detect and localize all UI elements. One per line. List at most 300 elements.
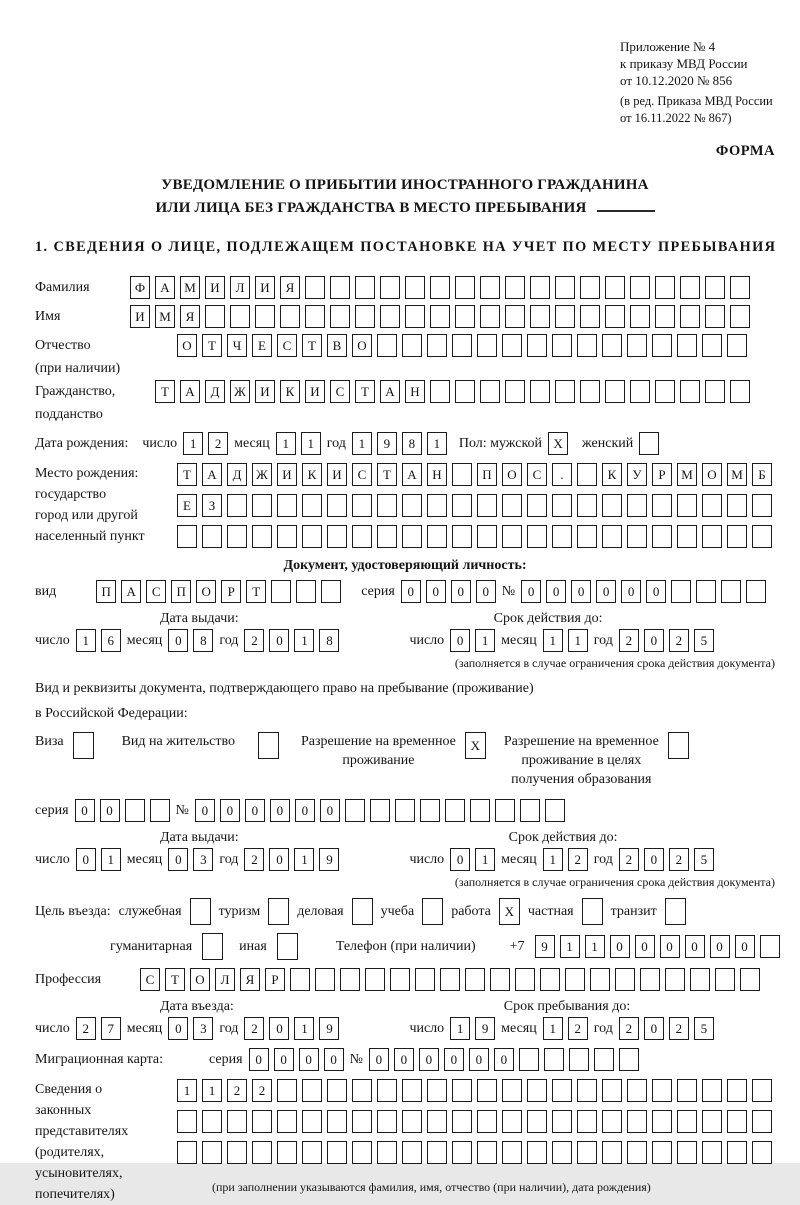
char-cell[interactable]: 2 [619, 629, 639, 652]
char-cell[interactable] [477, 494, 497, 517]
char-cell[interactable] [552, 334, 572, 357]
char-cell[interactable] [315, 968, 335, 991]
char-cell[interactable]: 2 [669, 848, 689, 871]
char-cell[interactable]: Д [205, 380, 225, 403]
char-cell[interactable] [305, 305, 325, 328]
char-cell[interactable]: 0 [394, 1048, 414, 1071]
char-cell[interactable] [490, 968, 510, 991]
char-cell[interactable] [302, 1079, 322, 1102]
char-cell[interactable] [402, 1110, 422, 1133]
char-cell[interactable]: З [202, 494, 222, 517]
char-cell[interactable] [477, 525, 497, 548]
char-cell[interactable] [555, 305, 575, 328]
char-cell[interactable]: 0 [644, 629, 664, 652]
char-cell[interactable]: 0 [644, 848, 664, 871]
char-cell[interactable]: А [180, 380, 200, 403]
char-cell[interactable]: 0 [546, 580, 566, 603]
char-cell[interactable] [627, 1110, 647, 1133]
char-cell[interactable] [321, 580, 341, 603]
char-cell[interactable] [680, 276, 700, 299]
char-cell[interactable]: Р [265, 968, 285, 991]
char-cell[interactable]: 3 [193, 1017, 213, 1040]
char-cell[interactable]: 2 [669, 1017, 689, 1040]
char-cell[interactable] [405, 305, 425, 328]
char-cell[interactable]: 2 [244, 1017, 264, 1040]
visa-checkbox[interactable] [73, 732, 94, 759]
char-cell[interactable]: 2 [669, 629, 689, 652]
char-cell[interactable]: 1 [560, 935, 580, 958]
char-cell[interactable]: 0 [419, 1048, 439, 1071]
char-cell[interactable] [590, 968, 610, 991]
char-cell[interactable] [577, 334, 597, 357]
char-cell[interactable] [527, 525, 547, 548]
char-cell[interactable]: 1 [427, 432, 447, 455]
char-cell[interactable] [752, 494, 772, 517]
char-cell[interactable] [527, 494, 547, 517]
char-cell[interactable]: 0 [320, 799, 340, 822]
char-cell[interactable]: 1 [183, 432, 203, 455]
char-cell[interactable]: 1 [543, 1017, 563, 1040]
char-cell[interactable] [452, 494, 472, 517]
char-cell[interactable]: К [302, 463, 322, 486]
char-cell[interactable]: Ч [227, 334, 247, 357]
char-cell[interactable] [202, 1141, 222, 1164]
char-cell[interactable] [327, 1110, 347, 1133]
char-cell[interactable]: Т [202, 334, 222, 357]
char-cell[interactable] [527, 334, 547, 357]
char-cell[interactable] [705, 380, 725, 403]
char-cell[interactable] [602, 334, 622, 357]
char-cell[interactable]: Я [280, 276, 300, 299]
char-cell[interactable] [430, 380, 450, 403]
char-cell[interactable] [402, 1141, 422, 1164]
char-cell[interactable] [502, 1110, 522, 1133]
char-cell[interactable] [470, 799, 490, 822]
char-cell[interactable]: И [305, 380, 325, 403]
char-cell[interactable]: 0 [476, 580, 496, 603]
char-cell[interactable] [540, 968, 560, 991]
char-cell[interactable]: 0 [451, 580, 471, 603]
char-cell[interactable]: X [499, 898, 520, 925]
char-cell[interactable]: 0 [369, 1048, 389, 1071]
char-cell[interactable]: 1 [585, 935, 605, 958]
char-cell[interactable]: Р [652, 463, 672, 486]
char-cell[interactable]: 9 [377, 432, 397, 455]
char-cell[interactable] [190, 898, 211, 925]
char-cell[interactable] [569, 1048, 589, 1071]
char-cell[interactable] [252, 1141, 272, 1164]
char-cell[interactable]: 0 [450, 848, 470, 871]
char-cell[interactable]: П [477, 463, 497, 486]
char-cell[interactable]: С [330, 380, 350, 403]
char-cell[interactable] [705, 276, 725, 299]
char-cell[interactable]: 1 [568, 629, 588, 652]
char-cell[interactable] [430, 276, 450, 299]
purpose-humanitarian-checkbox[interactable] [202, 933, 223, 960]
char-cell[interactable]: С [352, 463, 372, 486]
char-cell[interactable]: 1 [301, 432, 321, 455]
char-cell[interactable]: Л [230, 276, 250, 299]
char-cell[interactable] [352, 1079, 372, 1102]
char-cell[interactable]: 0 [685, 935, 705, 958]
char-cell[interactable] [630, 380, 650, 403]
char-cell[interactable] [527, 1141, 547, 1164]
char-cell[interactable] [552, 494, 572, 517]
char-cell[interactable] [377, 1110, 397, 1133]
purpose-study-checkbox[interactable] [422, 898, 443, 925]
char-cell[interactable]: 0 [269, 629, 289, 652]
char-cell[interactable]: Ж [230, 380, 250, 403]
char-cell[interactable]: 0 [644, 1017, 664, 1040]
char-cell[interactable]: 0 [621, 580, 641, 603]
char-cell[interactable]: . [552, 463, 572, 486]
char-cell[interactable]: М [677, 463, 697, 486]
char-cell[interactable]: 1 [475, 629, 495, 652]
char-cell[interactable]: 0 [660, 935, 680, 958]
char-cell[interactable] [760, 935, 780, 958]
char-cell[interactable] [505, 380, 525, 403]
char-cell[interactable] [327, 1079, 347, 1102]
char-cell[interactable]: 8 [319, 629, 339, 652]
char-cell[interactable]: А [380, 380, 400, 403]
char-cell[interactable] [555, 276, 575, 299]
char-cell[interactable] [505, 305, 525, 328]
char-cell[interactable]: 0 [299, 1048, 319, 1071]
char-cell[interactable]: И [205, 276, 225, 299]
char-cell[interactable] [277, 1141, 297, 1164]
char-cell[interactable]: 9 [319, 848, 339, 871]
char-cell[interactable]: 2 [244, 629, 264, 652]
char-cell[interactable]: Т [155, 380, 175, 403]
char-cell[interactable]: И [255, 276, 275, 299]
char-cell[interactable] [652, 494, 672, 517]
temp-residence-checkbox[interactable] [465, 732, 486, 759]
char-cell[interactable]: 0 [269, 848, 289, 871]
char-cell[interactable]: 0 [635, 935, 655, 958]
char-cell[interactable] [752, 1079, 772, 1102]
char-cell[interactable] [594, 1048, 614, 1071]
char-cell[interactable] [502, 334, 522, 357]
char-cell[interactable]: 3 [193, 848, 213, 871]
char-cell[interactable] [73, 732, 94, 759]
char-cell[interactable] [380, 305, 400, 328]
char-cell[interactable] [305, 276, 325, 299]
char-cell[interactable] [727, 525, 747, 548]
char-cell[interactable] [577, 525, 597, 548]
char-cell[interactable] [727, 334, 747, 357]
char-cell[interactable]: 0 [324, 1048, 344, 1071]
char-cell[interactable] [427, 1110, 447, 1133]
char-cell[interactable] [290, 968, 310, 991]
char-cell[interactable] [427, 1079, 447, 1102]
char-cell[interactable] [652, 1141, 672, 1164]
char-cell[interactable] [602, 1141, 622, 1164]
char-cell[interactable] [365, 968, 385, 991]
char-cell[interactable] [177, 1141, 197, 1164]
char-cell[interactable] [615, 968, 635, 991]
residence-permit-checkbox[interactable] [258, 732, 279, 759]
char-cell[interactable] [370, 799, 390, 822]
char-cell[interactable] [445, 799, 465, 822]
char-cell[interactable] [565, 968, 585, 991]
char-cell[interactable] [696, 580, 716, 603]
char-cell[interactable]: 1 [202, 1079, 222, 1102]
char-cell[interactable]: 5 [694, 629, 714, 652]
char-cell[interactable]: 0 [610, 935, 630, 958]
char-cell[interactable] [630, 305, 650, 328]
char-cell[interactable]: X [548, 432, 568, 455]
char-cell[interactable] [605, 380, 625, 403]
char-cell[interactable]: X [465, 732, 486, 759]
char-cell[interactable]: 0 [220, 799, 240, 822]
char-cell[interactable] [702, 1079, 722, 1102]
char-cell[interactable]: 0 [274, 1048, 294, 1071]
char-cell[interactable] [530, 305, 550, 328]
char-cell[interactable] [580, 305, 600, 328]
char-cell[interactable] [680, 305, 700, 328]
char-cell[interactable] [327, 1141, 347, 1164]
char-cell[interactable]: 0 [195, 799, 215, 822]
char-cell[interactable]: П [96, 580, 116, 603]
char-cell[interactable]: Т [355, 380, 375, 403]
char-cell[interactable] [545, 799, 565, 822]
char-cell[interactable]: Л [215, 968, 235, 991]
char-cell[interactable]: Е [177, 494, 197, 517]
char-cell[interactable] [727, 1141, 747, 1164]
char-cell[interactable] [530, 380, 550, 403]
char-cell[interactable] [277, 933, 298, 960]
char-cell[interactable] [602, 1110, 622, 1133]
char-cell[interactable] [227, 1110, 247, 1133]
char-cell[interactable] [552, 1141, 572, 1164]
char-cell[interactable]: Т [246, 580, 266, 603]
char-cell[interactable] [652, 334, 672, 357]
char-cell[interactable] [727, 494, 747, 517]
char-cell[interactable] [655, 380, 675, 403]
char-cell[interactable]: Р [221, 580, 241, 603]
char-cell[interactable]: И [277, 463, 297, 486]
char-cell[interactable] [277, 1110, 297, 1133]
char-cell[interactable] [630, 276, 650, 299]
char-cell[interactable]: 0 [270, 799, 290, 822]
char-cell[interactable] [327, 525, 347, 548]
char-cell[interactable] [527, 1110, 547, 1133]
char-cell[interactable]: М [180, 276, 200, 299]
char-cell[interactable]: А [121, 580, 141, 603]
char-cell[interactable]: 5 [694, 848, 714, 871]
char-cell[interactable]: 0 [168, 629, 188, 652]
char-cell[interactable]: 0 [735, 935, 755, 958]
char-cell[interactable] [268, 898, 289, 925]
char-cell[interactable] [677, 1110, 697, 1133]
char-cell[interactable] [515, 968, 535, 991]
char-cell[interactable] [420, 799, 440, 822]
char-cell[interactable] [280, 305, 300, 328]
char-cell[interactable] [422, 898, 443, 925]
char-cell[interactable] [552, 525, 572, 548]
char-cell[interactable]: 0 [521, 580, 541, 603]
char-cell[interactable] [627, 334, 647, 357]
char-cell[interactable] [702, 1141, 722, 1164]
char-cell[interactable] [480, 305, 500, 328]
char-cell[interactable] [752, 1110, 772, 1133]
char-cell[interactable]: 8 [402, 432, 422, 455]
char-cell[interactable]: М [727, 463, 747, 486]
purpose-business-checkbox[interactable] [352, 898, 373, 925]
char-cell[interactable]: А [202, 463, 222, 486]
char-cell[interactable]: 0 [596, 580, 616, 603]
char-cell[interactable] [227, 1141, 247, 1164]
char-cell[interactable]: 1 [294, 629, 314, 652]
char-cell[interactable]: С [140, 968, 160, 991]
char-cell[interactable]: П [171, 580, 191, 603]
char-cell[interactable] [746, 580, 766, 603]
char-cell[interactable] [680, 380, 700, 403]
char-cell[interactable]: 1 [450, 1017, 470, 1040]
char-cell[interactable] [619, 1048, 639, 1071]
char-cell[interactable]: 9 [475, 1017, 495, 1040]
char-cell[interactable] [277, 1079, 297, 1102]
char-cell[interactable] [377, 525, 397, 548]
phone-cells[interactable] [535, 935, 780, 958]
char-cell[interactable]: О [190, 968, 210, 991]
char-cell[interactable]: 9 [319, 1017, 339, 1040]
char-cell[interactable] [252, 525, 272, 548]
char-cell[interactable]: 5 [694, 1017, 714, 1040]
char-cell[interactable]: О [702, 463, 722, 486]
char-cell[interactable] [677, 334, 697, 357]
purpose-transit-checkbox[interactable] [665, 898, 686, 925]
char-cell[interactable]: 0 [245, 799, 265, 822]
char-cell[interactable] [227, 525, 247, 548]
char-cell[interactable] [752, 1141, 772, 1164]
char-cell[interactable] [440, 968, 460, 991]
char-cell[interactable]: У [627, 463, 647, 486]
gender-male-checkbox[interactable] [548, 432, 568, 455]
char-cell[interactable]: Е [252, 334, 272, 357]
char-cell[interactable] [205, 305, 225, 328]
char-cell[interactable] [427, 1141, 447, 1164]
char-cell[interactable] [125, 799, 145, 822]
char-cell[interactable] [427, 525, 447, 548]
char-cell[interactable] [655, 305, 675, 328]
char-cell[interactable] [668, 732, 689, 759]
char-cell[interactable] [302, 494, 322, 517]
char-cell[interactable] [345, 799, 365, 822]
char-cell[interactable] [627, 525, 647, 548]
char-cell[interactable]: С [527, 463, 547, 486]
char-cell[interactable] [639, 432, 659, 455]
char-cell[interactable]: 2 [76, 1017, 96, 1040]
char-cell[interactable] [505, 276, 525, 299]
char-cell[interactable] [627, 1141, 647, 1164]
purpose-work-checkbox[interactable] [499, 898, 520, 925]
char-cell[interactable] [477, 334, 497, 357]
char-cell[interactable] [627, 1079, 647, 1102]
char-cell[interactable] [530, 276, 550, 299]
char-cell[interactable] [330, 305, 350, 328]
char-cell[interactable] [577, 1141, 597, 1164]
char-cell[interactable] [652, 1110, 672, 1133]
char-cell[interactable]: 2 [619, 848, 639, 871]
char-cell[interactable] [430, 305, 450, 328]
char-cell[interactable]: О [502, 463, 522, 486]
char-cell[interactable] [502, 494, 522, 517]
char-cell[interactable] [605, 305, 625, 328]
char-cell[interactable]: 1 [352, 432, 372, 455]
char-cell[interactable] [380, 276, 400, 299]
char-cell[interactable] [327, 494, 347, 517]
char-cell[interactable]: 2 [568, 848, 588, 871]
char-cell[interactable] [702, 494, 722, 517]
char-cell[interactable]: О [352, 334, 372, 357]
char-cell[interactable] [255, 305, 275, 328]
char-cell[interactable] [730, 305, 750, 328]
char-cell[interactable] [582, 898, 603, 925]
char-cell[interactable]: Т [302, 334, 322, 357]
char-cell[interactable]: 2 [244, 848, 264, 871]
char-cell[interactable] [227, 494, 247, 517]
char-cell[interactable] [480, 276, 500, 299]
char-cell[interactable] [377, 494, 397, 517]
char-cell[interactable] [202, 933, 223, 960]
char-cell[interactable]: И [130, 305, 150, 328]
char-cell[interactable]: Я [240, 968, 260, 991]
char-cell[interactable] [665, 968, 685, 991]
char-cell[interactable] [377, 334, 397, 357]
char-cell[interactable] [502, 1141, 522, 1164]
char-cell[interactable] [602, 525, 622, 548]
char-cell[interactable] [502, 1079, 522, 1102]
char-cell[interactable]: Н [405, 380, 425, 403]
char-cell[interactable]: О [177, 334, 197, 357]
char-cell[interactable]: Б [752, 463, 772, 486]
char-cell[interactable] [302, 1141, 322, 1164]
char-cell[interactable]: К [602, 463, 622, 486]
char-cell[interactable] [427, 334, 447, 357]
char-cell[interactable]: 0 [401, 580, 421, 603]
char-cell[interactable] [452, 525, 472, 548]
char-cell[interactable] [605, 276, 625, 299]
char-cell[interactable] [465, 968, 485, 991]
char-cell[interactable]: 0 [571, 580, 591, 603]
char-cell[interactable] [427, 494, 447, 517]
char-cell[interactable] [452, 1110, 472, 1133]
char-cell[interactable]: 0 [450, 629, 470, 652]
char-cell[interactable]: А [155, 276, 175, 299]
char-cell[interactable] [355, 305, 375, 328]
char-cell[interactable] [580, 276, 600, 299]
char-cell[interactable] [455, 305, 475, 328]
char-cell[interactable] [352, 1141, 372, 1164]
char-cell[interactable] [702, 1110, 722, 1133]
char-cell[interactable] [705, 305, 725, 328]
char-cell[interactable]: 0 [269, 1017, 289, 1040]
char-cell[interactable] [544, 1048, 564, 1071]
char-cell[interactable]: 0 [426, 580, 446, 603]
char-cell[interactable] [495, 799, 515, 822]
char-cell[interactable] [552, 1079, 572, 1102]
char-cell[interactable] [202, 1110, 222, 1133]
char-cell[interactable] [677, 1079, 697, 1102]
char-cell[interactable] [405, 276, 425, 299]
char-cell[interactable]: В [327, 334, 347, 357]
char-cell[interactable]: 2 [568, 1017, 588, 1040]
char-cell[interactable] [677, 494, 697, 517]
char-cell[interactable] [277, 494, 297, 517]
char-cell[interactable] [480, 380, 500, 403]
char-cell[interactable] [555, 380, 575, 403]
